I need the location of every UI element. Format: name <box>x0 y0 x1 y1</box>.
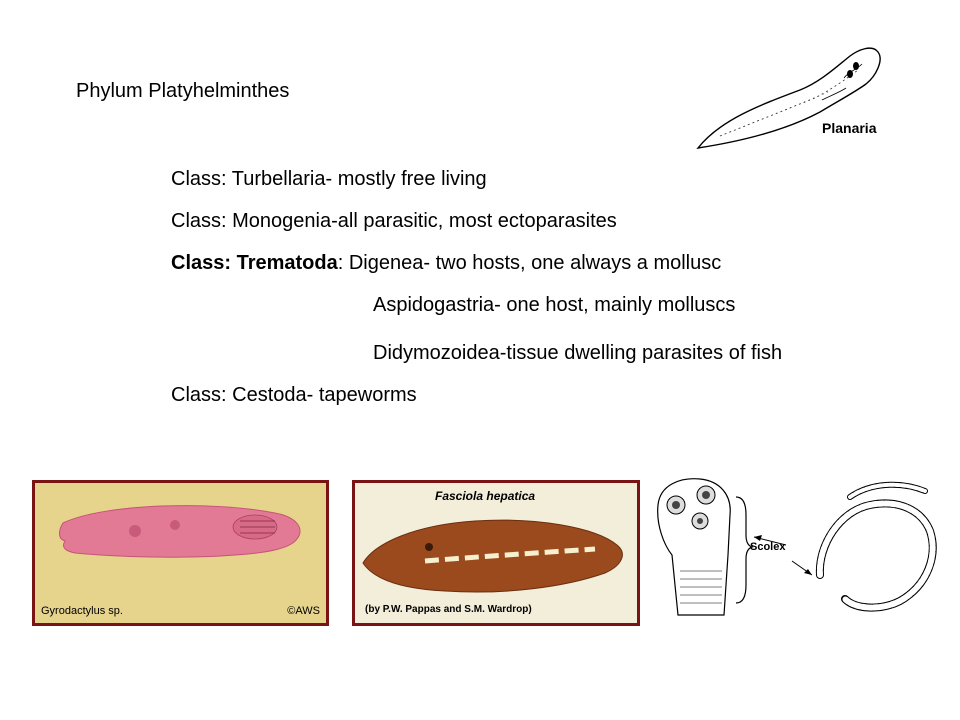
tapeworm-drawing <box>650 475 945 620</box>
gyrodactylus-caption: Gyrodactylus sp. <box>41 605 123 617</box>
gyrodactylus-drawing <box>35 483 326 623</box>
fasciola-drawing <box>355 483 637 623</box>
line-aspidogastria: Aspidogastria- one host, mainly molluscs <box>373 294 736 316</box>
line-turbellaria: Class: Turbellaria- mostly free living <box>171 168 487 190</box>
scolex-label: Scolex <box>750 541 786 553</box>
planaria-label: Planaria <box>822 120 877 136</box>
fasciola-image <box>352 480 640 626</box>
line-trematoda: Class: Trematoda: Digenea- two hosts, one always a mollusc <box>171 252 722 274</box>
gyrodactylus-image <box>32 480 329 626</box>
line-didymozoidea: Didymozoidea-tissue dwelling parasites of fish <box>373 342 783 364</box>
fasciola-credit: (by P.W. Pappas and S.M. Wardrop) <box>365 604 532 615</box>
planaria-drawing <box>690 40 905 155</box>
slide-title: Phylum Platyhelminthes <box>76 80 290 102</box>
fasciola-title: Fasciola hepatica <box>435 489 536 503</box>
line-cestoda: Class: Cestoda- tapeworms <box>171 384 417 406</box>
gyrodactylus-credit: ©AWS <box>287 605 320 617</box>
planaria-illustration <box>690 40 905 155</box>
line-monogenia: Class: Monogenia-all parasitic, most ectoparasites <box>171 210 617 232</box>
tapeworm-illustration <box>650 475 945 620</box>
